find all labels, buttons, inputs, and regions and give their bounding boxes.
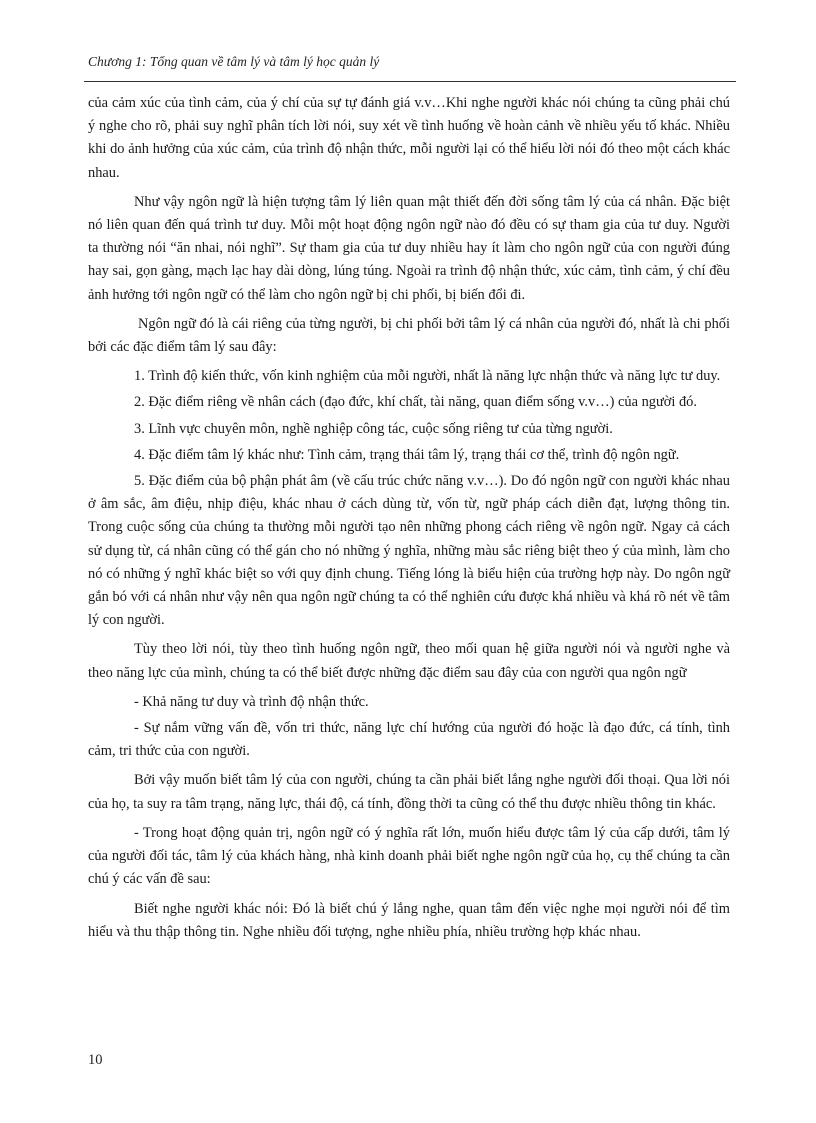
header-divider [84, 81, 736, 82]
paragraph: của cảm xúc của tình cảm, của ý chí của sự tự đánh giá v.v…Khi nghe người khác nói chúng ta cũng phải chú ý nghe cho rõ, phải suy nghĩ phân tích lời nói, suy xét về tình huống về hoàn cảnh về nhiều yếu tố khác. Nhiều khi do ảnh hưởng của xúc cảm, của trình độ nhận thức, mỗi người lại có thể hiểu lời nói đó theo một cách khác nhau. [88, 95, 730, 181]
running-header: Chương 1: Tổng quan về tâm lý và tâm lý học quản lý [88, 54, 380, 69]
paragraph: Như vậy ngôn ngữ là hiện tượng tâm lý liên quan mật thiết đến đời sống tâm lý của cá nhân. Đặc biệt nó liên quan đến quá trình tư duy. Mỗi một hoạt động ngôn ngữ nào đó đều có sự tham gia của tư duy. Người ta thường nói “ăn nhai, nói nghĩ”. Sự tham gia của tư duy nhiều hay ít làm cho ngôn ngữ của con người đúng hay sai, gọn gàng, mạch lạc hay dài dòng, lúng túng. Ngoài ra trình độ nhận thức, xúc cảm, tình cảm, ý chí đều ảnh hưởng tới ngôn ngữ có thể làm cho ngôn ngữ bị chi phối, bị biến đổi đi. [88, 193, 730, 303]
list-item: 3. Lĩnh vực chuyên môn, nghề nghiệp công tác, cuộc sống riêng tư của từng người. [134, 420, 613, 437]
list-item: 1. Trình độ kiến thức, vốn kinh nghiệm của mỗi người, nhất là năng lực nhận thức và năng lực tư duy. [134, 368, 721, 385]
paragraph: Tùy theo lời nói, tùy theo tình huống ngôn ngữ, theo mối quan hệ giữa người nói và người nghe và theo năng lực của mình, chúng ta có thể biết được những đặc điểm sau đây của con người qua ngôn ngữ [88, 641, 730, 681]
page-number: 10 [88, 1052, 103, 1068]
bullet-item: - Sự nắm vững vấn đề, vốn tri thức, năng lực chí hướng của người đó hoặc là đạo đức, cá tính, tình cảm, tri thức của con người. [88, 720, 730, 760]
list-item: 4. Đặc điểm tâm lý khác như: Tình cảm, trạng thái tâm lý, trạng thái cơ thể, trình độ ngôn ngữ. [134, 446, 680, 463]
bullet-item: - Khả năng tư duy và trình độ nhận thức. [134, 693, 369, 710]
list-item: 5. Đặc điểm của bộ phận phát âm (về cấu trúc chức năng v.v…). Do đó ngôn ngữ con người khác nhau ở âm sắc, âm điệu, nhịp điệu, khác nhau ở cách dùng từ, vốn từ, ngữ pháp cách diễn đạt, lượng thông tin. Trong cuộc sống của chúng ta thường mỗi người tạo nên những phong cách riêng về ngôn ngữ. Ngay cả cách sử dụng từ, cá nhân cũng có thể gán cho nó những ý nghĩa, những màu sắc riêng biệt theo ý của mình, làm cho nó có những ý nghĩ khác biệt so với quy định chung. Tiếng lóng là biểu hiện của trường hợp này. Do ngôn ngữ gắn bó với cá nhân như vậy nên qua ngôn ngữ chúng ta có thể nghiên cứu được khá nhiều và khá rõ nét về tâm lý con người. [88, 473, 730, 629]
list-item: 2. Đặc điểm riêng về nhân cách (đạo đức, khí chất, tài năng, quan điểm sống v.v…) của người đó. [134, 394, 697, 411]
paragraph: Ngôn ngữ đó là cái riêng của từng người, bị chi phối bởi tâm lý cá nhân của người đó, nhất là chi phối bởi các đặc điểm tâm lý sau đây: [88, 315, 730, 356]
body-text [88, 92, 730, 950]
bullet-item: - Trong hoạt động quản trị, ngôn ngữ có ý nghĩa rất lớn, muốn hiểu được tâm lý của cấp dưới, tâm lý của người đối tác, tâm lý của khách hàng, nhà kinh doanh phải biết nghe ngôn ngữ của họ, cụ thể chúng ta cần chú ý các vấn đề sau: [88, 824, 730, 888]
paragraph: Biết nghe người khác nói: Đó là biết chú ý lắng nghe, quan tâm đến việc nghe mọi người nói để tìm hiểu và thu thập thông tin. Nghe nhiều đối tượng, nghe nhiều phía, nhiều trường hợp khác nhau. [88, 900, 730, 940]
paragraph: Bởi vậy muốn biết tâm lý của con người, chúng ta cần phải biết lắng nghe người đối thoại. Qua lời nói của họ, ta suy ra tâm trạng, năng lực, thái độ, cá tính, đồng thời ta cũng có thể thu được nhiều thông tin khác. [88, 772, 730, 812]
